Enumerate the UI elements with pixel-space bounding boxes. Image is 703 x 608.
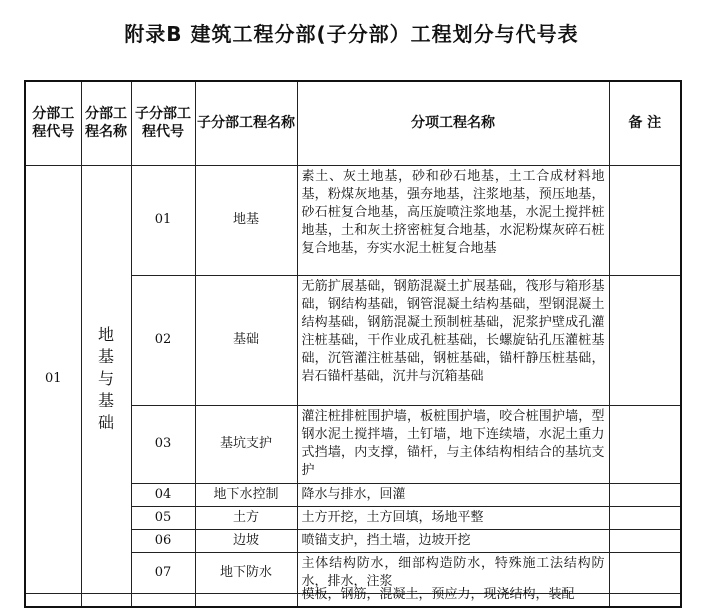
header-division-code: 分部工程代号 — [25, 81, 81, 165]
item-names: 主体结构防水，细部构造防水，特殊施工法结构防水，排水，注浆 — [297, 552, 609, 593]
remarks-cell — [609, 165, 681, 275]
subdivision-code: 07 — [131, 552, 195, 593]
subdivision-name: 地基 — [195, 165, 297, 275]
remarks-cell — [609, 506, 681, 529]
item-names: 素土、灰土地基，砂和砂石地基，土工合成材料地基，粉煤灰地基，强夯地基，注浆地基，预压地基，砂石桩复合地基，高压旋喷注浆地基，水泥土搅拌桩地基，土和灰土挤密桩复合地基，水泥粉煤灰碎石桩复合地基，夯实水泥土桩复合地基 — [297, 165, 609, 275]
header-subdivision-name: 子分部工程名称 — [195, 81, 297, 165]
subdivision-name: 边坡 — [195, 529, 297, 552]
table-row — [25, 165, 681, 275]
subdivision-code: 06 — [131, 529, 195, 552]
subdivision-code: 04 — [131, 483, 195, 506]
division-code-cell: 01 — [25, 165, 81, 593]
item-names: 灌注桩排桩围护墙，板桩围护墙，咬合桩围护墙，型钢水泥土搅拌墙，土钉墙，地下连续墙，水泥土重力式挡墙，内支撑，锚杆，与主体结构相结合的基坑支护 — [297, 405, 609, 483]
subdivision-name: 基础 — [195, 275, 297, 405]
division-table — [24, 80, 682, 608]
remarks-cell — [609, 552, 681, 593]
item-names-partial: 模板，钢筋，混凝土，预应力，现浇结构，装配 — [297, 593, 609, 607]
subdivision-code: 01 — [131, 165, 195, 275]
header-subdivision-code: 子分部工程代号 — [131, 81, 195, 165]
header-remarks: 备 注 — [609, 81, 681, 165]
subdivision-name: 基坑支护 — [195, 405, 297, 483]
remarks-cell — [609, 483, 681, 506]
division-name-cell: 地 基 与 基 础 — [81, 165, 131, 593]
header-division-name: 分部工程名称 — [81, 81, 131, 165]
remarks-cell — [609, 405, 681, 483]
table-row-partial — [25, 593, 681, 607]
page-title: 附录B 建筑工程分部(子分部）工程划分与代号表 — [124, 22, 579, 46]
subdivision-code: 03 — [131, 405, 195, 483]
subdivision-name: 土方 — [195, 506, 297, 529]
remarks-cell — [609, 275, 681, 405]
subdivision-name: 地下水控制 — [195, 483, 297, 506]
subdivision-name: 地下防水 — [195, 552, 297, 593]
subdivision-code: 02 — [131, 275, 195, 405]
item-names: 无筋扩展基础，钢筋混凝土扩展基础，筏形与箱形基础，钢结构基础，钢管混凝土结构基础，型钢混凝土结构基础，钢筋混凝土预制桩基础，泥浆护壁成孔灌注桩基础，干作业成孔桩基础，长螺旋钻孔压灌桩基础，沉管灌注桩基础，钢桩基础，锚杆静压桩基础，岩石锚杆基础，沉井与沉箱基础 — [297, 275, 609, 405]
header-item-names: 分项工程名称 — [297, 81, 609, 165]
table-header-row — [25, 81, 681, 165]
subdivision-code: 05 — [131, 506, 195, 529]
item-names: 降水与排水，回灌 — [297, 483, 609, 506]
remarks-cell — [609, 529, 681, 552]
item-names: 喷锚支护，挡土墙，边坡开挖 — [297, 529, 609, 552]
item-names: 土方开挖，土方回填，场地平整 — [297, 506, 609, 529]
